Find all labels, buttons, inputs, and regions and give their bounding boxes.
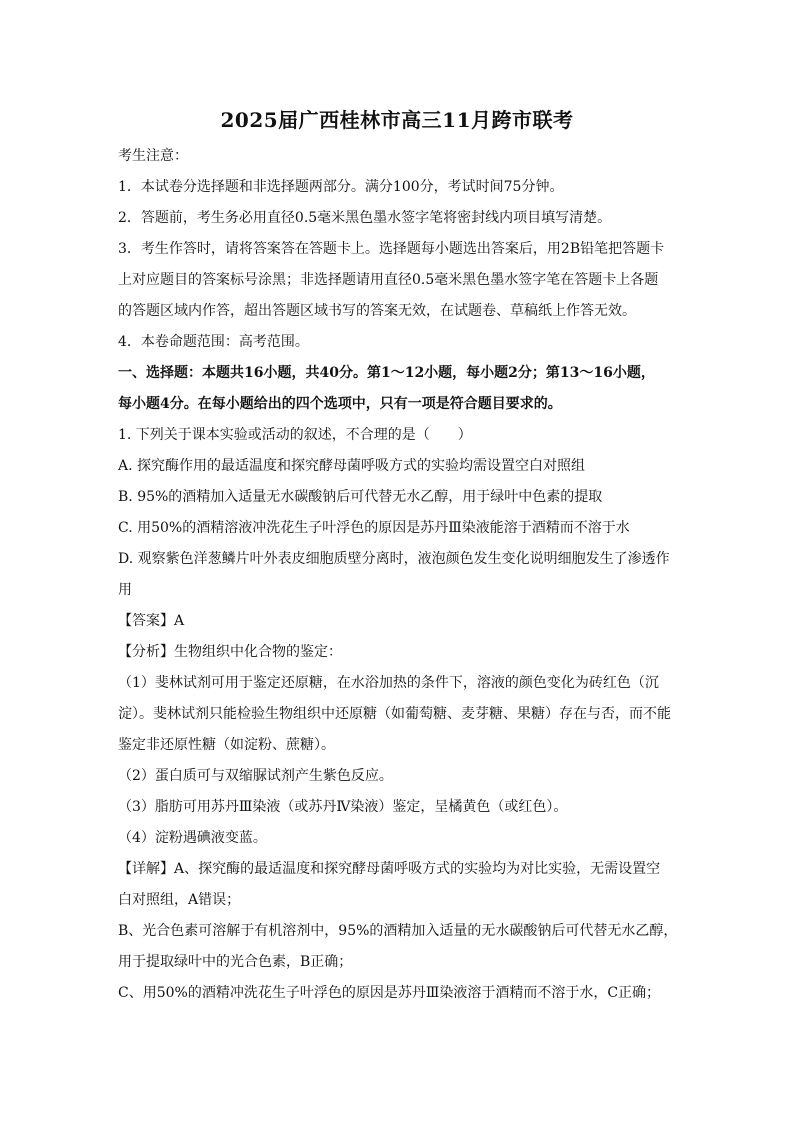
analysis-item-3: （3）脂肪可用苏丹Ⅲ染液（或苏丹Ⅳ染液）鉴定，呈橘黄色（或红色）。	[118, 799, 568, 815]
analysis-item-1-line-2: 淀）。斐林试剂只能检验生物组织中还原糖（如葡萄糖、麦芽糖、果糖）存在与否，而不能	[118, 706, 671, 722]
analysis-heading: 【分析】生物组织中化合物的鉴定：	[118, 644, 342, 660]
analysis-item-1-line-3: 鉴定非还原性糖（如淀粉、蔗糖）。	[118, 737, 335, 753]
analysis-item-1-line-1: （1）斐林试剂可用于鉴定还原糖，在水浴加热的条件下，溶液的颜色变化为砖红色（沉	[118, 675, 659, 691]
section-heading-line-1: 一、选择题：本题共16小题，共40分。第1～12小题，每小题2分；第13～16小题，	[118, 365, 655, 381]
detail-a-line-1: 【详解】A、探究酶的最适温度和探究酵母菌呼吸方式的实验均为对比实验，无需设置空	[118, 861, 661, 877]
detail-c-line-1: C、用50%的酒精冲洗花生子叶浮色的原因是苏丹Ⅲ染液溶于酒精而不溶于水，C正确；	[118, 985, 661, 1001]
notice-item-4: 4．本卷命题范围：高考范围。	[118, 334, 309, 350]
detail-b-line-1: B、光合色素可溶解于有机溶剂中，95%的酒精加入适量的无水碳酸钠后可代替无水乙醇，	[118, 923, 678, 939]
question-1-option-a: A. 探究酶作用的最适温度和探究酵母菌呼吸方式的实验均需设置空白对照组	[118, 458, 586, 474]
question-1-option-d-line-2: 用	[118, 582, 132, 598]
notice-item-3-line-1: 3．考生作答时，请将答案答在答题卡上。选择题每小题选出答案后，用2B铅笔把答题卡	[118, 241, 665, 257]
notice-item-3-line-3: 的答题区域内作答，超出答题区域书写的答案无效，在试题卷、草稿纸上作答无效。	[118, 303, 636, 319]
notice-item-3-line-2: 上对应题目的答案标号涂黑；非选择题请用直径0.5毫米黑色墨水签字笔在答题卡上各题	[118, 272, 659, 288]
question-1-option-b: B. 95%的酒精加入适量无水碳酸钠后可代替无水乙醇，用于绿叶中色素的提取	[118, 489, 603, 505]
section-heading-line-2: 每小题4分。在每小题给出的四个选项中，只有一项是符合题目要求的。	[118, 396, 562, 412]
page-title: 2025届广西桂林市高三11月跨市联考	[220, 108, 574, 132]
detail-a-line-2: 白对照组，A错误；	[118, 892, 241, 908]
analysis-item-2: （2）蛋白质可与双缩脲试剂产生紫色反应。	[118, 768, 393, 784]
analysis-item-4: （4）淀粉遇碘液变蓝。	[118, 830, 267, 846]
question-1-option-d-line-1: D. 观察紫色洋葱鳞片叶外表皮细胞质壁分离时，液泡颜色发生变化说明细胞发生了渗透作	[118, 551, 670, 567]
notice-heading: 考生注意：	[118, 148, 188, 164]
notice-item-2: 2．答题前，考生务必用直径0.5毫米黑色墨水签字笔将密封线内项目填写清楚。	[118, 210, 612, 226]
notice-item-1: 1．本试卷分选择题和非选择题两部分。满分100分，考试时间75分钟。	[118, 179, 564, 195]
question-1-stem: 1. 下列关于课本实验或活动的叙述，不合理的是（ ）	[118, 427, 472, 443]
question-1-option-c: C. 用50%的酒精溶液冲洗花生子叶浮色的原因是苏丹Ⅲ染液能溶于酒精而不溶于水	[118, 520, 630, 536]
detail-b-line-2: 用于提取绿叶中的光合色素，B正确；	[118, 954, 353, 970]
answer-line: 【答案】A	[118, 613, 185, 629]
